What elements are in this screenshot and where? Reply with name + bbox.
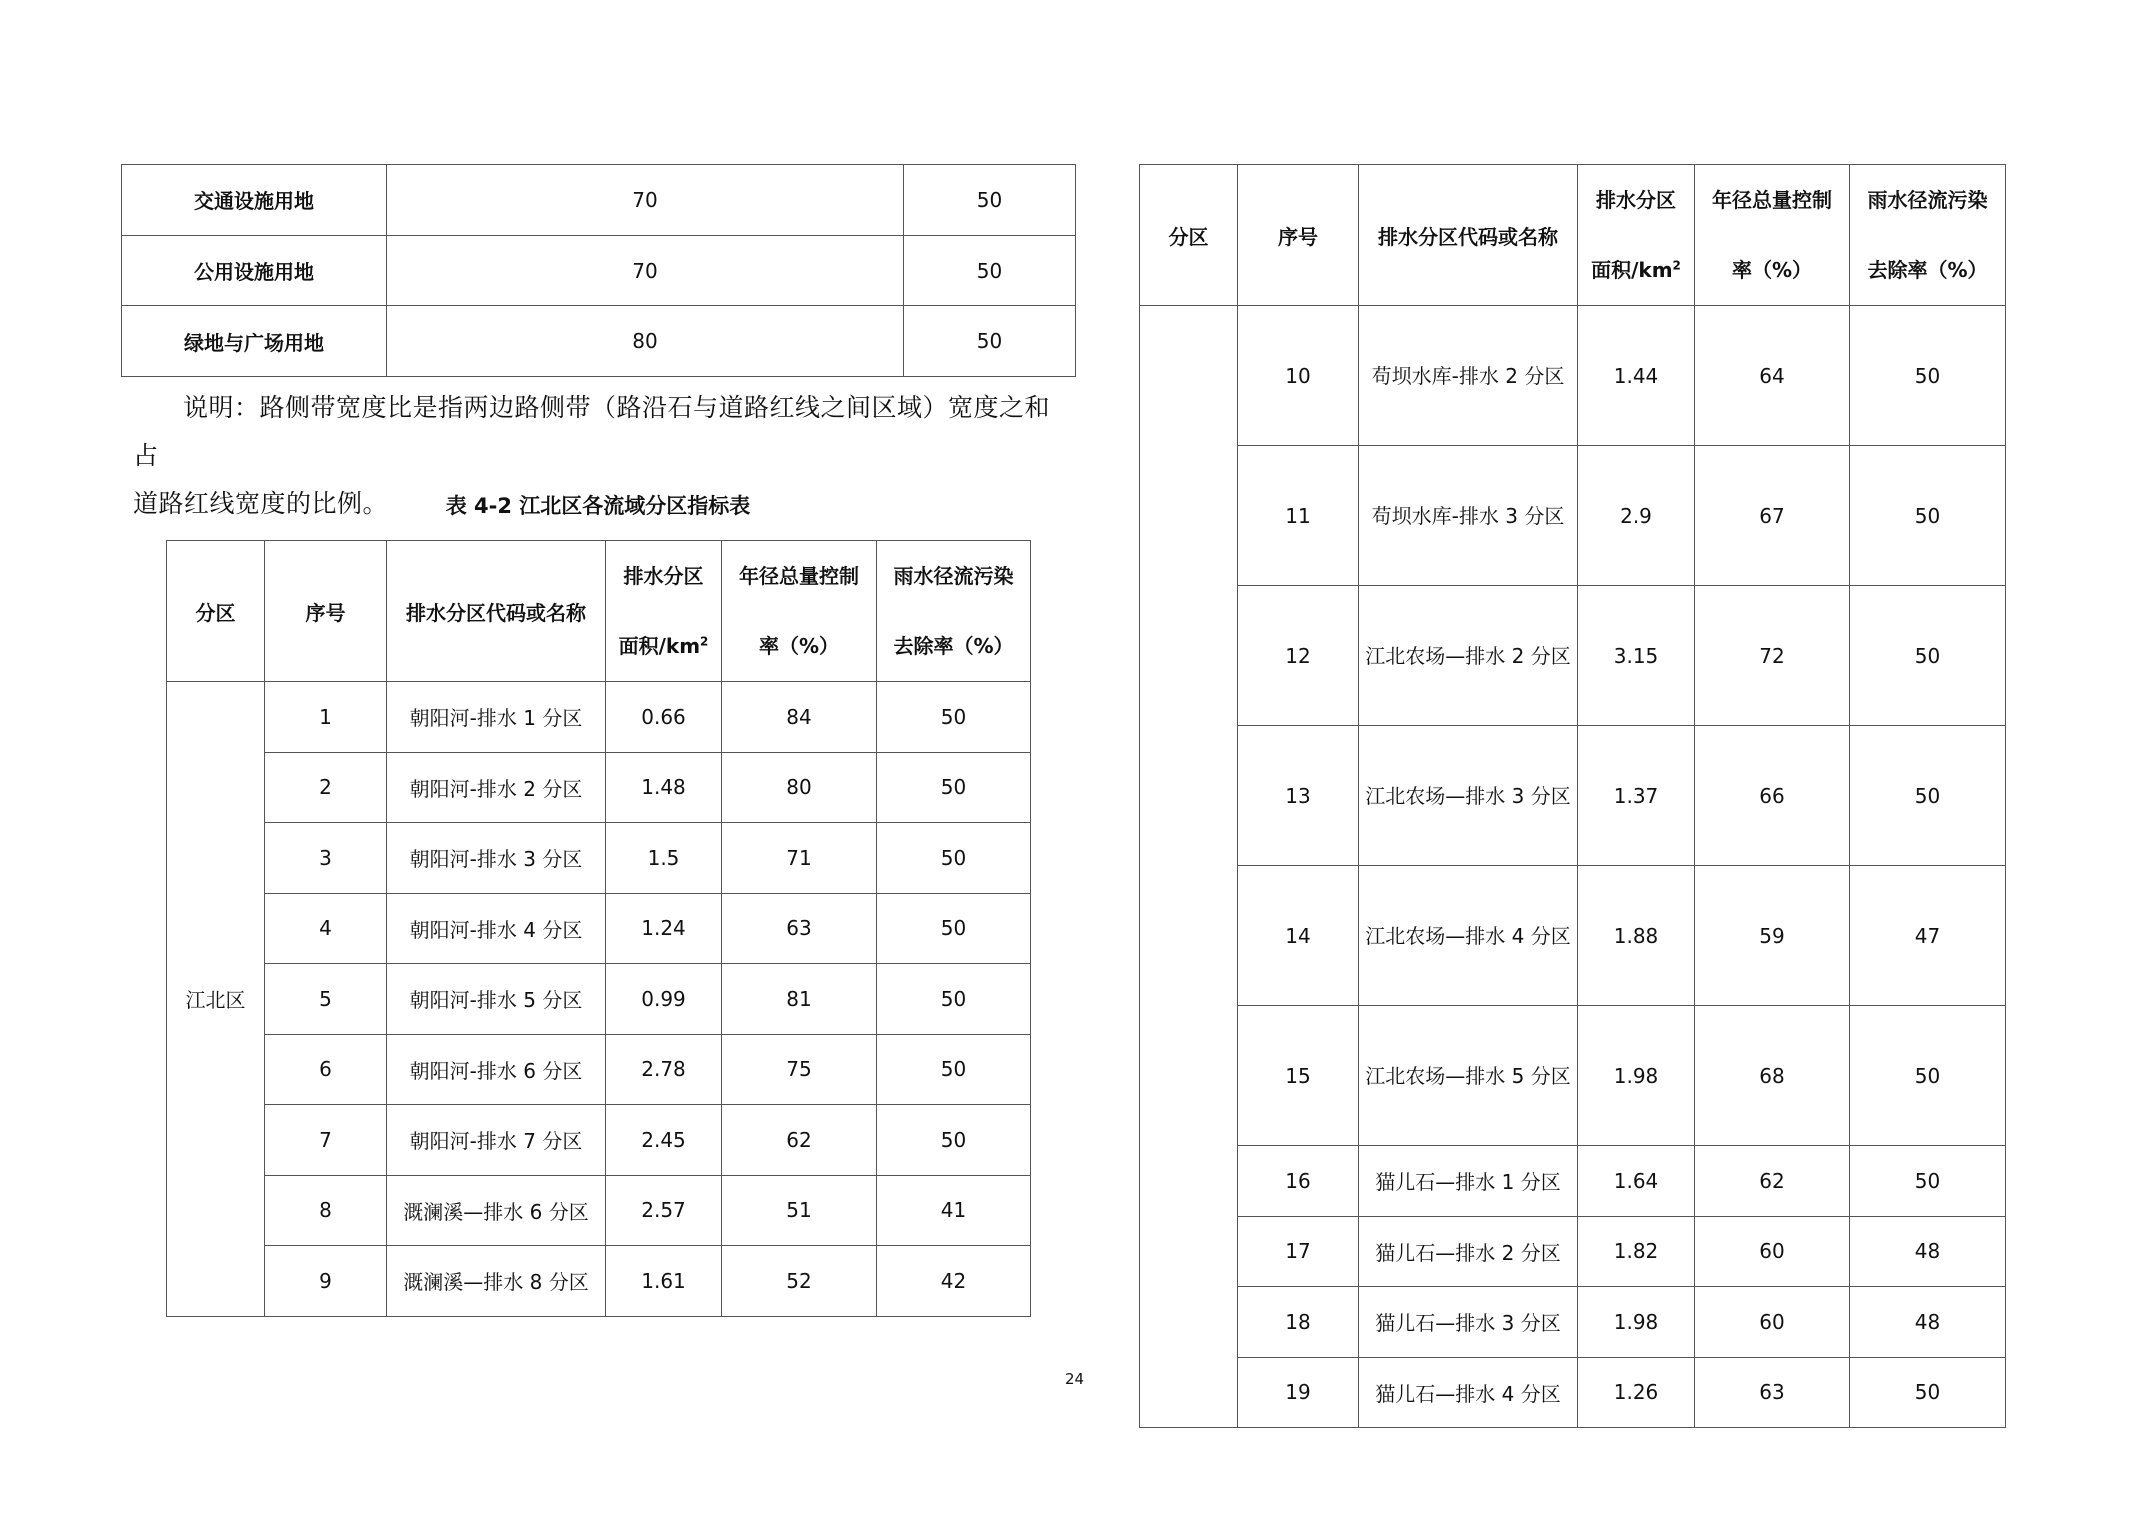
header-rate (722, 541, 877, 682)
name-cell: 朝阳河-排水 3 分区 (387, 823, 606, 894)
area-cell: 0.99 (606, 964, 722, 1035)
header-area (1578, 165, 1695, 306)
table-caption: 表 4-2 江北区各流域分区指标表 (445, 494, 751, 518)
removal-cell: 42 (877, 1246, 1031, 1317)
area-cell: 1.48 (606, 752, 722, 823)
zone-cell (1140, 306, 1238, 1428)
name-cell: 苟坝水库-排水 2 分区 (1359, 306, 1578, 446)
header-area (606, 541, 722, 682)
seq-cell: 16 (1238, 1146, 1359, 1217)
header-name: 排水分区代码或名称 (1359, 165, 1578, 306)
seq-cell: 11 (1238, 446, 1359, 586)
seq-cell: 19 (1238, 1357, 1359, 1428)
rate-cell: 63 (1695, 1357, 1850, 1428)
rate-cell: 60 (1695, 1287, 1850, 1358)
header-removal-line2: 去除率（%） (893, 634, 1014, 658)
name-cell: 江北农场—排水 4 分区 (1359, 866, 1578, 1006)
removal-cell: 48 (1850, 1216, 2006, 1287)
removal-cell: 41 (877, 1175, 1031, 1246)
area-cell: 1.26 (1578, 1357, 1695, 1428)
header-seq: 序号 (265, 541, 387, 682)
table-row (1140, 726, 2006, 866)
name-cell: 朝阳河-排水 2 分区 (387, 752, 606, 823)
header-rate (1695, 165, 1850, 306)
header-rate-line1: 年径总量控制 (739, 564, 859, 588)
seq-cell: 10 (1238, 306, 1359, 446)
table-row (1140, 1006, 2006, 1146)
table-row (167, 964, 1031, 1035)
area-cell: 1.5 (606, 823, 722, 894)
removal-cell: 50 (1850, 446, 2006, 586)
seq-cell: 6 (265, 1034, 387, 1105)
table-row (1140, 1216, 2006, 1287)
rate-cell: 84 (722, 682, 877, 753)
rate-cell: 59 (1695, 866, 1850, 1006)
header-removal-line2: 去除率（%） (1867, 258, 1988, 282)
header-name: 排水分区代码或名称 (387, 541, 606, 682)
removal-cell: 50 (1850, 726, 2006, 866)
header-area-line2: 面积/km (618, 634, 701, 658)
table-row (1140, 446, 2006, 586)
table-row (167, 1175, 1031, 1246)
removal-cell: 50 (1850, 306, 2006, 446)
land-use-value-2: 50 (904, 306, 1076, 377)
seq-cell: 4 (265, 893, 387, 964)
removal-cell: 50 (1850, 1006, 2006, 1146)
seq-cell: 12 (1238, 586, 1359, 726)
area-cell: 1.64 (1578, 1146, 1695, 1217)
area-cell: 0.66 (606, 682, 722, 753)
table-row (167, 1246, 1031, 1317)
area-cell: 2.45 (606, 1105, 722, 1176)
seq-cell: 9 (265, 1246, 387, 1317)
name-cell: 朝阳河-排水 6 分区 (387, 1034, 606, 1105)
name-cell: 朝阳河-排水 1 分区 (387, 682, 606, 753)
land-use-table (121, 164, 1076, 377)
header-rate-line2: 率（%） (1731, 258, 1813, 282)
removal-cell: 50 (877, 1034, 1031, 1105)
header-seq: 序号 (1238, 165, 1359, 306)
rate-cell: 80 (722, 752, 877, 823)
rate-cell: 60 (1695, 1216, 1850, 1287)
seq-cell: 8 (265, 1175, 387, 1246)
table-row (122, 235, 1076, 306)
land-use-value-1: 70 (387, 235, 904, 306)
rate-cell: 63 (722, 893, 877, 964)
header-removal (1850, 165, 2006, 306)
removal-cell: 50 (877, 1105, 1031, 1176)
area-cell: 1.98 (1578, 1006, 1695, 1146)
area-cell: 3.15 (1578, 586, 1695, 726)
drainage-table-left-body (167, 682, 1031, 1317)
rate-cell: 51 (722, 1175, 877, 1246)
area-cell: 2.9 (1578, 446, 1695, 586)
area-cell: 2.57 (606, 1175, 722, 1246)
header-rate-line2: 率（%） (758, 634, 840, 658)
table-row (122, 165, 1076, 236)
rate-cell: 67 (1695, 446, 1850, 586)
rate-cell: 62 (722, 1105, 877, 1176)
area-cell: 1.98 (1578, 1287, 1695, 1358)
seq-cell: 18 (1238, 1287, 1359, 1358)
seq-cell: 17 (1238, 1216, 1359, 1287)
table-row (167, 823, 1031, 894)
area-cell: 1.44 (1578, 306, 1695, 446)
removal-cell: 50 (877, 893, 1031, 964)
land-use-label: 交通设施用地 (122, 165, 387, 236)
header-zone: 分区 (1140, 165, 1238, 306)
removal-cell: 47 (1850, 866, 2006, 1006)
drainage-table-right-body (1140, 306, 2006, 1428)
seq-cell: 1 (265, 682, 387, 753)
header-removal (877, 541, 1031, 682)
seq-cell: 15 (1238, 1006, 1359, 1146)
land-use-label: 公用设施用地 (122, 235, 387, 306)
seq-cell: 5 (265, 964, 387, 1035)
table-row (167, 682, 1031, 753)
land-use-label: 绿地与广场用地 (122, 306, 387, 377)
header-area-sup: 2 (1672, 258, 1681, 273)
header-area-sup: 2 (700, 634, 709, 649)
name-cell: 朝阳河-排水 7 分区 (387, 1105, 606, 1176)
name-cell: 朝阳河-排水 4 分区 (387, 893, 606, 964)
area-cell: 1.24 (606, 893, 722, 964)
rate-cell: 64 (1695, 306, 1850, 446)
table-row (1140, 586, 2006, 726)
seq-cell: 14 (1238, 866, 1359, 1006)
table-row (122, 306, 1076, 377)
name-cell: 猫儿石—排水 2 分区 (1359, 1216, 1578, 1287)
seq-cell: 2 (265, 752, 387, 823)
page-number: 24 (1064, 1370, 1085, 1388)
name-cell: 猫儿石—排水 1 分区 (1359, 1146, 1578, 1217)
removal-cell: 50 (877, 682, 1031, 753)
name-cell: 江北农场—排水 5 分区 (1359, 1006, 1578, 1146)
table-row (1140, 866, 2006, 1006)
removal-cell: 50 (1850, 1146, 2006, 1217)
seq-cell: 3 (265, 823, 387, 894)
rate-cell: 81 (722, 964, 877, 1035)
land-use-value-2: 50 (904, 165, 1076, 236)
note-line-2: 道路红线宽度的比例。 (133, 489, 389, 518)
table-row (167, 752, 1031, 823)
table-row (167, 1105, 1031, 1176)
name-cell: 江北农场—排水 2 分区 (1359, 586, 1578, 726)
area-cell: 1.88 (1578, 866, 1695, 1006)
removal-cell: 50 (877, 752, 1031, 823)
name-cell: 猫儿石—排水 3 分区 (1359, 1287, 1578, 1358)
area-cell: 1.37 (1578, 726, 1695, 866)
name-cell: 苟坝水库-排水 3 分区 (1359, 446, 1578, 586)
rate-cell: 52 (722, 1246, 877, 1317)
rate-cell: 66 (1695, 726, 1850, 866)
land-use-table-body (122, 165, 1076, 377)
note-line-1: 说明：路侧带宽度比是指两边路侧带（路沿石与道路红线之间区域）宽度之和占 (133, 393, 1051, 470)
area-cell: 1.61 (606, 1246, 722, 1317)
seq-cell: 13 (1238, 726, 1359, 866)
land-use-value-2: 50 (904, 235, 1076, 306)
table-row (167, 893, 1031, 964)
header-area-line2: 面积/km (1591, 258, 1673, 282)
rate-cell: 68 (1695, 1006, 1850, 1146)
drainage-table-left-header (167, 541, 1031, 682)
rate-cell: 71 (722, 823, 877, 894)
header-area-line1: 排水分区 (1596, 188, 1676, 212)
table-row (1140, 1287, 2006, 1358)
drainage-table-right-header (1140, 165, 2006, 306)
table-row (1140, 306, 2006, 446)
removal-cell: 50 (1850, 1357, 2006, 1428)
removal-cell: 48 (1850, 1287, 2006, 1358)
header-area-line1: 排水分区 (623, 564, 704, 588)
seq-cell: 7 (265, 1105, 387, 1176)
name-cell: 溉澜溪—排水 6 分区 (387, 1175, 606, 1246)
name-cell: 江北农场—排水 3 分区 (1359, 726, 1578, 866)
name-cell: 朝阳河-排水 5 分区 (387, 964, 606, 1035)
removal-cell: 50 (877, 823, 1031, 894)
land-use-value-1: 80 (387, 306, 904, 377)
table-row (1140, 1357, 2006, 1428)
area-cell: 2.78 (606, 1034, 722, 1105)
table-row (1140, 1146, 2006, 1217)
land-use-value-1: 70 (387, 165, 904, 236)
table-row (167, 1034, 1031, 1105)
rate-cell: 75 (722, 1034, 877, 1105)
header-removal-line1: 雨水径流污染 (1867, 188, 1988, 212)
name-cell: 溉澜溪—排水 8 分区 (387, 1246, 606, 1317)
drainage-table-right (1139, 164, 2006, 1428)
header-removal-line1: 雨水径流污染 (893, 564, 1014, 588)
name-cell: 猫儿石—排水 4 分区 (1359, 1357, 1578, 1428)
header-rate-line1: 年径总量控制 (1712, 188, 1832, 212)
rate-cell: 72 (1695, 586, 1850, 726)
drainage-table-left (166, 540, 1031, 1317)
removal-cell: 50 (877, 964, 1031, 1035)
rate-cell: 62 (1695, 1146, 1850, 1217)
area-cell: 1.82 (1578, 1216, 1695, 1287)
zone-cell: 江北区 (167, 682, 265, 1317)
removal-cell: 50 (1850, 586, 2006, 726)
header-zone: 分区 (167, 541, 265, 682)
